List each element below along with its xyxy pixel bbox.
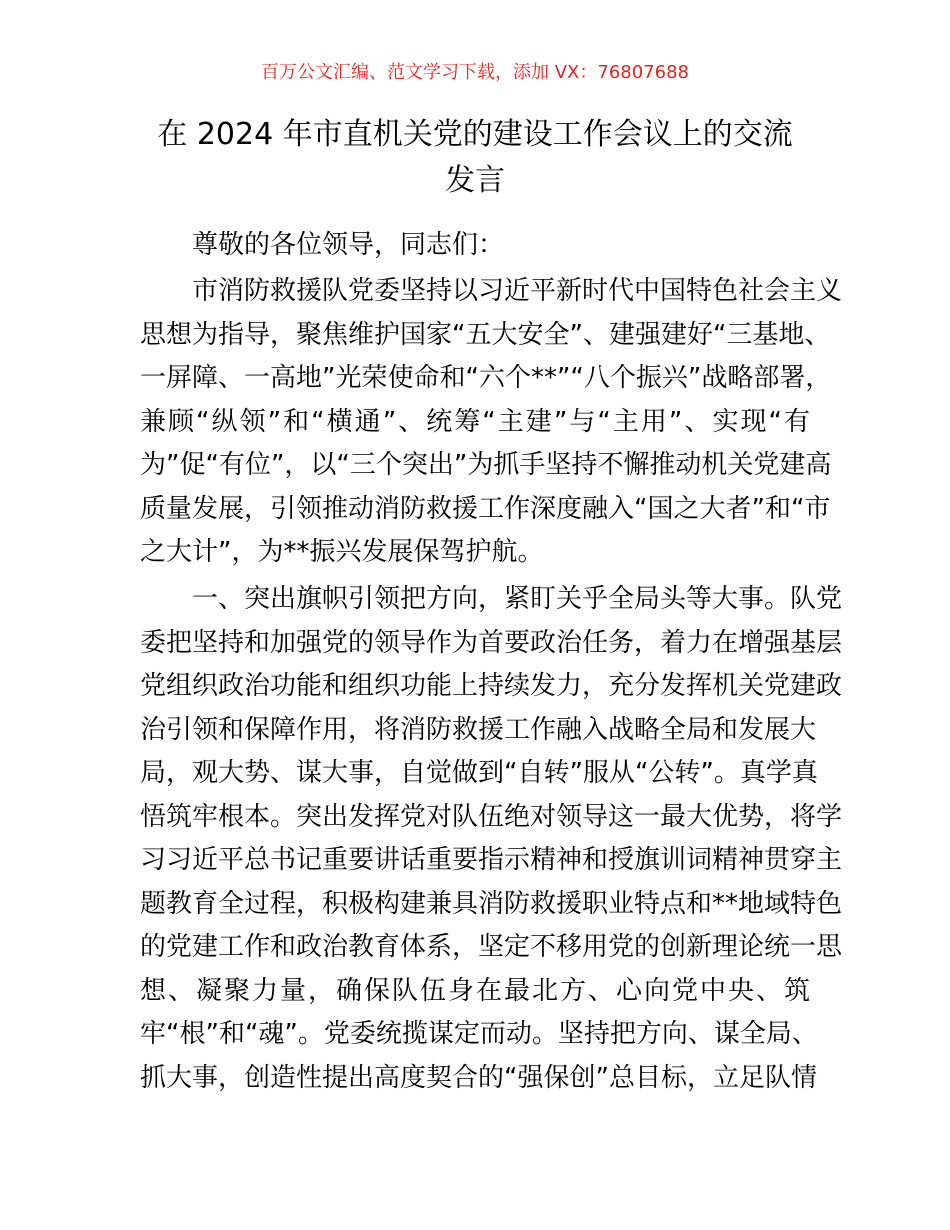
salutation-paragraph: [140, 224, 810, 268]
text-line: 的党建工作和政治教育体系，坚定不移用党的创新理论统一思: [140, 932, 843, 962]
salutation: 尊敬的各位领导，同志们：: [192, 230, 505, 260]
text-line: 抓大事，创造性提出高度契合的“强保创”总目标，立足队情: [140, 1062, 817, 1093]
header-notice: 百万公文汇编、范文学习下载，添加 VX：76807688: [261, 62, 689, 83]
body-paragraph-section-one: [140, 578, 843, 1100]
text-line: 思想为指导，聚焦维护国家“五大安全”、建强建好“三基地、: [140, 319, 831, 350]
title-line: 在 2024 年市直机关党的建设工作会议上的交流: [157, 117, 793, 152]
text-line: 悟筑牢根本。突出发挥党对队伍绝对领导这一最大优势，将学: [140, 801, 843, 832]
text-line: 之大计”，为**振兴发展保驾护航。: [140, 537, 544, 567]
text-line: 习习近平总书记重要讲话重要指示精神和授旗训词精神贯穿主: [140, 845, 843, 875]
text-line: 治引领和保障作用，将消防救援工作融入战略全局和发展大: [140, 714, 817, 745]
text-line: 一、突出旗帜引领把方向，紧盯关乎全局头等大事。队党: [192, 584, 843, 614]
text-line: 委把坚持和加强党的领导作为首要政治任务，着力在增强基层: [140, 627, 843, 658]
text-line: 为”促“有位”，以“三个突出”为抓手坚持不懈推动机关党建高: [140, 450, 832, 480]
text-line: 题教育全过程，积极构建兼具消防救援职业特点和**地域特色: [140, 888, 843, 919]
text-line: 市消防救援队党委坚持以习近平新时代中国特色社会主义: [192, 276, 843, 306]
text-line: 党组织政治功能和组织功能上持续发力，充分发挥机关党建政: [140, 671, 843, 701]
text-line: 质量发展，引领推动消防救援工作深度融入“国之大者”和“市: [140, 493, 831, 524]
body-paragraph-intro: [140, 270, 843, 575]
text-line: 想、凝聚力量，确保队伍身在最北方、心向党中央、筑: [140, 975, 810, 1006]
text-line: 一屏障、一高地”光荣使命和“六个**”“八个振兴”战略部署，: [140, 363, 832, 393]
text-line: 兼顾“纵领”和“横通”、统筹“主建”与“主用”、实现“有: [140, 406, 810, 437]
text-line: 局，观大势、谋大事，自觉做到“自转”服从“公转”。真学真: [140, 758, 818, 788]
text-line: 牢“根”和“魂”。党委统揽谋定而动。坚持把方向、谋全局、: [140, 1019, 818, 1049]
title-line: 发言: [445, 163, 505, 198]
document-title: [130, 112, 820, 204]
